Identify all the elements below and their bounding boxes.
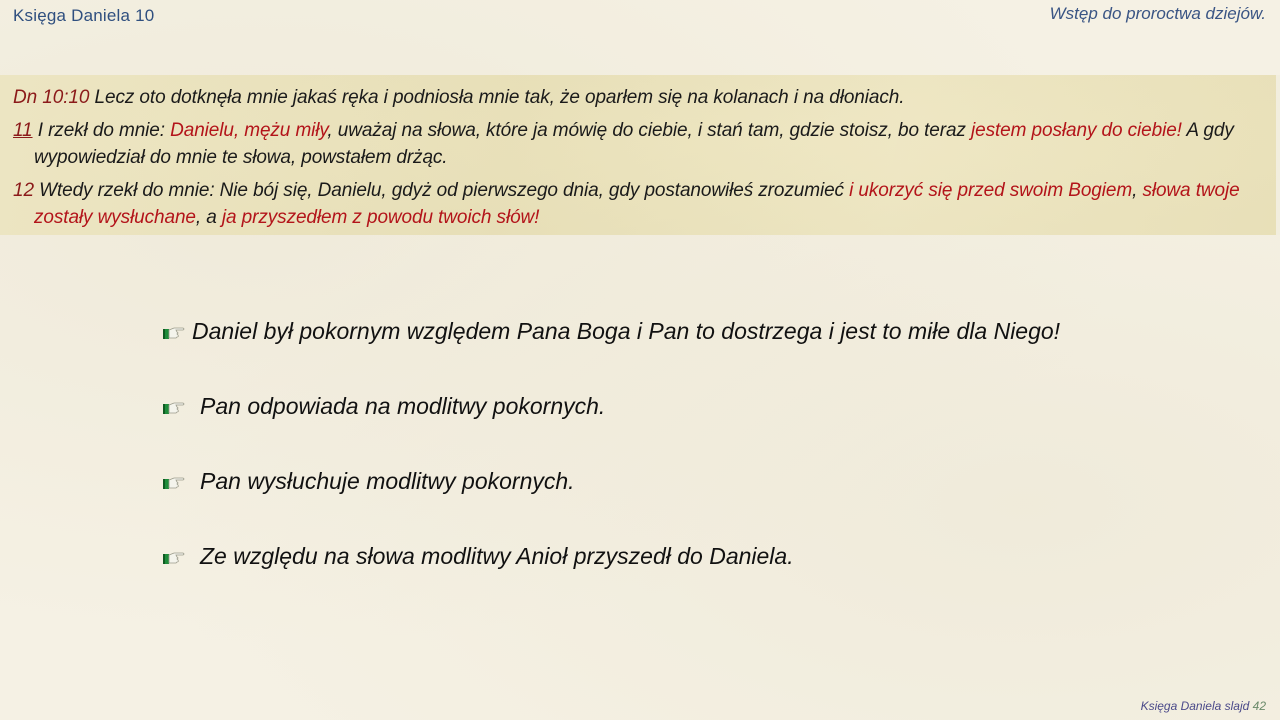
verse-highlight: i ukorzyć się przed swoim Bogiem [849,180,1133,201]
verse-12 [13,177,1274,231]
footer-label: Księga Daniela slajd [1140,699,1253,713]
verse-text: Lecz oto dotknęła mnie jakaś ręka i podniosła mnie tak, że oparłem się na kolanach i na dłoniach. [89,87,905,108]
slide-title: Księga Daniela 10 [13,6,155,25]
verse-highlight: słowa twoje zostały wysłuchane [34,180,1240,228]
bullet-text: Pan odpowiada na modlitwy pokornych. [200,392,606,419]
verse-text: , [1132,180,1143,201]
verse-reference: 12 [13,180,34,201]
verse-text: A gdy wypowiedział do mnie te słowa, powstałem drżąc. [34,120,1234,168]
pointing-hand-icon [162,470,186,486]
verse-highlight: jestem posłany do ciebie! [971,120,1182,141]
verse-text: Wtedy rzekł do mnie: Nie bój się, Danielu, gdyż od pierwszego dnia, gdy postanowiłeś zrozumieć [33,180,850,201]
bullet-text: Pan wysłuchuje modlitwy pokornych. [200,467,575,494]
verse-highlight: Danielu, mężu miły [170,120,328,141]
verse-reference: Dn 10:10 [13,87,90,108]
bullet-item [162,539,1060,573]
bullet-item [162,314,1060,348]
pointing-hand-icon [162,395,186,411]
pointing-hand-icon [162,545,186,561]
pointing-hand-icon [162,320,186,336]
verse-text: , uważaj na słowa, które ja mówię do ciebie, i stań tam, gdzie stoisz, bo teraz [327,120,972,141]
scripture-passage [0,75,1280,235]
bullet-item [162,389,1060,423]
bullet-text: Daniel był pokornym względem Pana Boga i Pan to dostrzega i jest to miłe dla Niego! [192,317,1061,344]
bullet-item [162,464,1060,498]
bullet-text: Ze względu na słowa modlitwy Anioł przyszedł do Daniela. [200,542,794,569]
slide-footer [1141,699,1266,713]
slide-number: 42 [1252,699,1266,713]
verse-text: I rzekł do mnie: [32,120,171,141]
verse-highlight: ja przyszedłem z powodu twoich słów! [221,207,540,228]
slide-subtitle: Wstęp do proroctwa dziejów. [1049,4,1266,23]
bullet-list [162,314,1060,614]
verse-reference: 11 [13,120,33,141]
verse-text: , a [195,207,222,228]
verse-10 [13,84,1274,111]
verse-11 [13,117,1274,171]
